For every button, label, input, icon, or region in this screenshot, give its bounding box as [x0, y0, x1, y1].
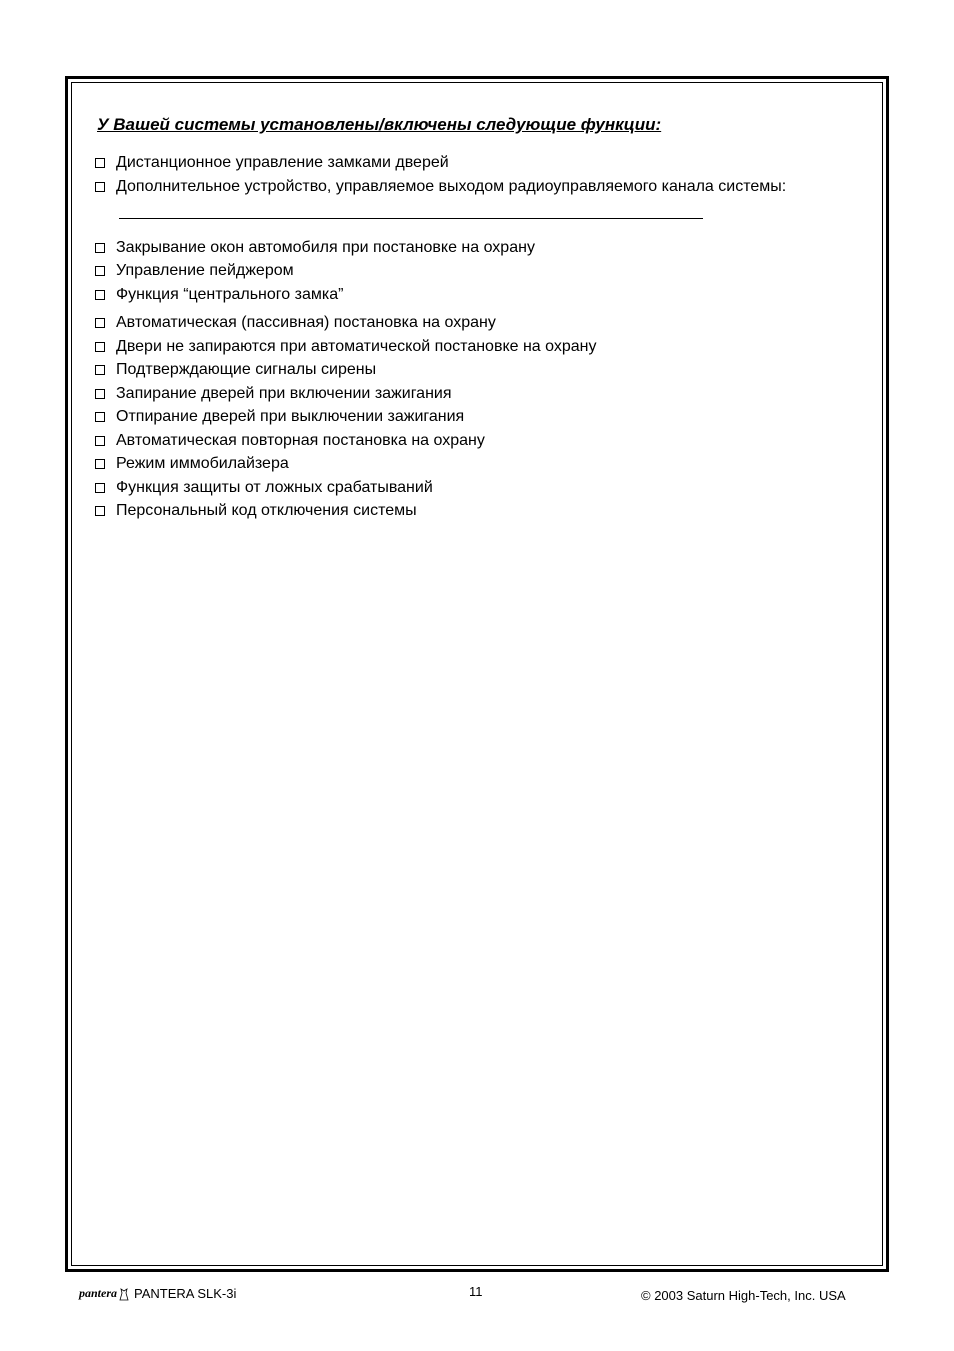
- checkbox-label: Дистанционное управление замками дверей: [116, 154, 449, 171]
- checkbox-icon[interactable]: [95, 459, 105, 469]
- footer-model: PANTERA SLK-3i: [134, 1286, 237, 1301]
- checkbox-icon[interactable]: [95, 365, 105, 375]
- checkbox-item-window-close[interactable]: [95, 237, 535, 259]
- checkbox-item-pager[interactable]: [95, 260, 294, 282]
- checkbox-label: Автоматическая (пассивная) постановка на охрану: [116, 314, 496, 331]
- checkbox-item-immobilizer[interactable]: [95, 453, 289, 475]
- checkbox-icon[interactable]: [95, 342, 105, 352]
- checkbox-icon[interactable]: [95, 483, 105, 493]
- checkbox-label: Дополнительное устройство, управляемое выходом радиоуправляемого канала системы:: [116, 178, 787, 195]
- checkbox-item-no-lock-passive[interactable]: [95, 336, 597, 358]
- checkbox-icon[interactable]: [95, 290, 105, 300]
- page-number: 11: [469, 1284, 483, 1299]
- checkbox-icon[interactable]: [95, 389, 105, 399]
- checkbox-icon[interactable]: [95, 182, 105, 192]
- checkbox-icon[interactable]: [95, 318, 105, 328]
- checkbox-item-siren-confirm[interactable]: [95, 359, 376, 381]
- fill-in-line[interactable]: [119, 218, 703, 219]
- checkbox-item-ignition-unlock[interactable]: [95, 406, 464, 428]
- checkbox-item-aux-device[interactable]: [95, 176, 786, 198]
- cat-icon: [118, 1287, 130, 1301]
- checkbox-label: Двери не запираются при автоматической постановке на охрану: [116, 338, 597, 355]
- pantera-logo-icon: [79, 1286, 130, 1301]
- checkbox-item-passive-arming[interactable]: [95, 312, 496, 334]
- checkbox-icon[interactable]: [95, 158, 105, 168]
- footer-brand: [79, 1286, 236, 1301]
- footer-copyright: © 2003 Saturn High-Tech, Inc. USA: [641, 1288, 846, 1303]
- checkbox-label: Отпирание дверей при выключении зажигания: [116, 408, 465, 425]
- checkbox-label: Автоматическая повторная постановка на охрану: [116, 432, 485, 449]
- checkbox-icon[interactable]: [95, 436, 105, 446]
- checkbox-item-central-lock[interactable]: [95, 284, 343, 306]
- checkbox-label: Режим иммобилайзера: [116, 455, 289, 472]
- checkbox-icon[interactable]: [95, 266, 105, 276]
- checkbox-item-ignition-lock[interactable]: [95, 383, 452, 405]
- checkbox-item-auto-rearm[interactable]: [95, 430, 485, 452]
- page-border-inner: [71, 82, 883, 1266]
- checkbox-item-personal-code[interactable]: [95, 500, 417, 522]
- checkbox-label: Функция “центрального замка”: [116, 286, 344, 303]
- checkbox-label: Функция защиты от ложных срабатываний: [116, 479, 433, 496]
- section-heading: У Вашей системы установлены/включены следующие функции:: [97, 115, 662, 134]
- logo-text: pantera: [79, 1286, 118, 1300]
- checkbox-label: Управление пейджером: [116, 262, 294, 279]
- page-border: [65, 76, 889, 1272]
- checkbox-item-door-locks[interactable]: [95, 152, 449, 174]
- checkbox-label: Запирание дверей при включении зажигания: [116, 385, 452, 402]
- checkbox-label: Подтверждающие сигналы сирены: [116, 361, 377, 378]
- checkbox-item-false-alarm[interactable]: [95, 477, 433, 499]
- checkbox-label: Закрывание окон автомобиля при постановке на охрану: [116, 239, 535, 256]
- checkbox-icon[interactable]: [95, 243, 105, 253]
- checkbox-label: Персональный код отключения системы: [116, 502, 417, 519]
- checkbox-icon[interactable]: [95, 506, 105, 516]
- checkbox-icon[interactable]: [95, 412, 105, 422]
